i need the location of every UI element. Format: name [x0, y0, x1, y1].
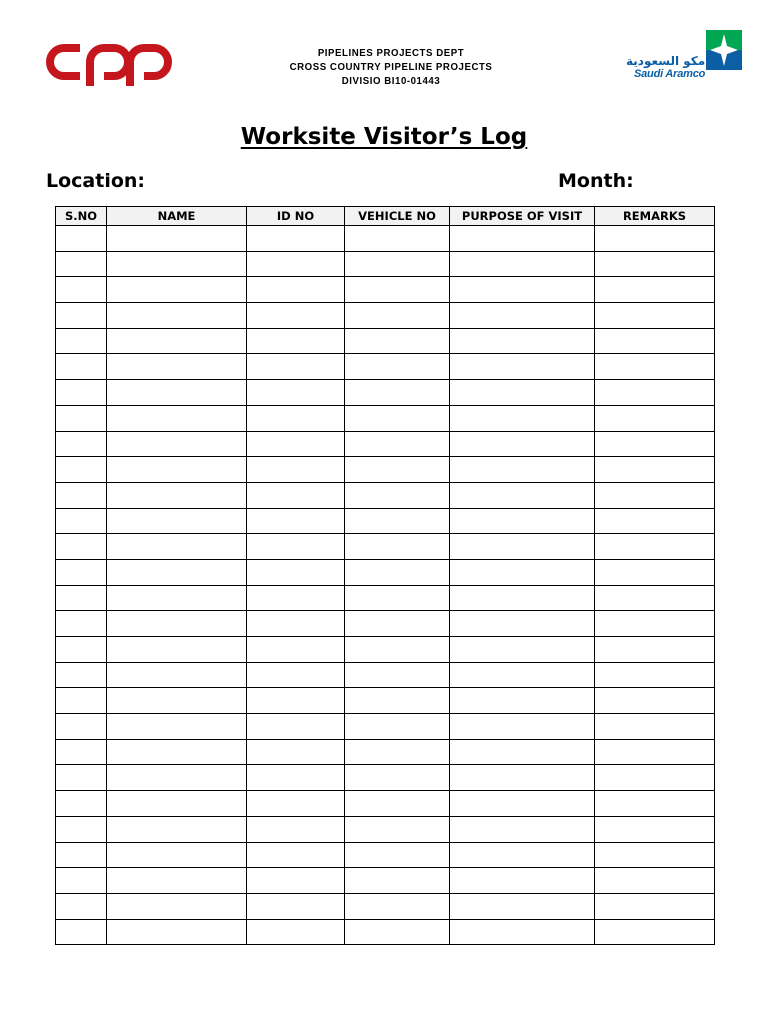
cell-vehicle-no[interactable] [345, 354, 450, 380]
table-row [56, 251, 715, 277]
cell-name[interactable] [107, 354, 247, 380]
table-header-row [56, 207, 715, 226]
cell-purpose[interactable] [450, 919, 595, 945]
cell-purpose[interactable] [450, 791, 595, 817]
column-header-name: NAME [107, 207, 247, 226]
cell-purpose[interactable] [450, 611, 595, 637]
department-header [252, 46, 530, 88]
cell-remarks[interactable] [595, 559, 715, 585]
cell-vehicle-no[interactable] [345, 585, 450, 611]
cell-id-no[interactable] [247, 380, 345, 406]
cell-vehicle-no[interactable] [345, 688, 450, 714]
cell-vehicle-no[interactable] [345, 559, 450, 585]
cell-sno[interactable] [56, 765, 107, 791]
cell-name[interactable] [107, 739, 247, 765]
cell-id-no[interactable] [247, 919, 345, 945]
cell-sno[interactable] [56, 405, 107, 431]
cell-remarks[interactable] [595, 380, 715, 406]
cell-vehicle-no[interactable] [345, 893, 450, 919]
column-header-sno: S.NO [56, 207, 107, 226]
cell-vehicle-no[interactable] [345, 277, 450, 303]
cell-vehicle-no[interactable] [345, 328, 450, 354]
table-row [56, 714, 715, 740]
cell-purpose[interactable] [450, 585, 595, 611]
cell-vehicle-no[interactable] [345, 919, 450, 945]
cell-purpose[interactable] [450, 508, 595, 534]
table-row [56, 508, 715, 534]
table-row [56, 637, 715, 663]
cell-id-no[interactable] [247, 508, 345, 534]
table-row [56, 354, 715, 380]
cell-vehicle-no[interactable] [345, 714, 450, 740]
cell-remarks[interactable] [595, 714, 715, 740]
cell-sno[interactable] [56, 277, 107, 303]
cell-vehicle-no[interactable] [345, 303, 450, 329]
cell-remarks[interactable] [595, 919, 715, 945]
cell-purpose[interactable] [450, 405, 595, 431]
cell-id-no[interactable] [247, 791, 345, 817]
cell-remarks[interactable] [595, 226, 715, 252]
column-header-id-no: ID NO [247, 207, 345, 226]
table-row [56, 919, 715, 945]
cell-remarks[interactable] [595, 354, 715, 380]
cell-vehicle-no[interactable] [345, 534, 450, 560]
cell-vehicle-no[interactable] [345, 226, 450, 252]
aramco-arabic-text: ارامكو السعودية [626, 54, 721, 68]
table-row [56, 585, 715, 611]
table-row [56, 431, 715, 457]
cell-name[interactable] [107, 226, 247, 252]
cell-remarks[interactable] [595, 637, 715, 663]
cell-remarks[interactable] [595, 534, 715, 560]
cell-remarks[interactable] [595, 251, 715, 277]
cell-name[interactable] [107, 328, 247, 354]
table-row [56, 662, 715, 688]
cell-name[interactable] [107, 611, 247, 637]
cell-purpose[interactable] [450, 893, 595, 919]
cell-sno[interactable] [56, 739, 107, 765]
table-row [56, 893, 715, 919]
cell-name[interactable] [107, 559, 247, 585]
cell-id-no[interactable] [247, 482, 345, 508]
cell-remarks[interactable] [595, 431, 715, 457]
cell-id-no[interactable] [247, 739, 345, 765]
table-row [56, 328, 715, 354]
column-header-purpose: PURPOSE OF VISIT [450, 207, 595, 226]
cell-sno[interactable] [56, 842, 107, 868]
month-label: Month: [558, 170, 634, 192]
cell-sno[interactable] [56, 688, 107, 714]
cell-vehicle-no[interactable] [345, 816, 450, 842]
cell-purpose[interactable] [450, 354, 595, 380]
cell-purpose[interactable] [450, 328, 595, 354]
column-header-vehicle-no: VEHICLE NO [345, 207, 450, 226]
cell-id-no[interactable] [247, 534, 345, 560]
cell-purpose[interactable] [450, 688, 595, 714]
cell-remarks[interactable] [595, 816, 715, 842]
cell-vehicle-no[interactable] [345, 508, 450, 534]
cell-name[interactable] [107, 765, 247, 791]
cell-id-no[interactable] [247, 688, 345, 714]
cell-name[interactable] [107, 380, 247, 406]
cell-remarks[interactable] [595, 277, 715, 303]
cell-vehicle-no[interactable] [345, 765, 450, 791]
cell-remarks[interactable] [595, 303, 715, 329]
cell-id-no[interactable] [247, 611, 345, 637]
table-row [56, 842, 715, 868]
cell-id-no[interactable] [247, 637, 345, 663]
cell-remarks[interactable] [595, 893, 715, 919]
cell-sno[interactable] [56, 893, 107, 919]
cell-name[interactable] [107, 431, 247, 457]
cell-remarks[interactable] [595, 405, 715, 431]
cell-sno[interactable] [56, 508, 107, 534]
saudi-aramco-logo [622, 30, 742, 86]
cell-sno[interactable] [56, 662, 107, 688]
cell-vehicle-no[interactable] [345, 405, 450, 431]
cell-remarks[interactable] [595, 868, 715, 894]
cell-remarks[interactable] [595, 791, 715, 817]
cell-sno[interactable] [56, 791, 107, 817]
cell-name[interactable] [107, 508, 247, 534]
cell-id-no[interactable] [247, 405, 345, 431]
table-row [56, 303, 715, 329]
cell-name[interactable] [107, 405, 247, 431]
table-row [56, 380, 715, 406]
cell-vehicle-no[interactable] [345, 482, 450, 508]
cell-sno[interactable] [56, 919, 107, 945]
cell-sno[interactable] [56, 431, 107, 457]
cell-remarks[interactable] [595, 328, 715, 354]
cell-purpose[interactable] [450, 765, 595, 791]
cell-remarks[interactable] [595, 482, 715, 508]
cell-sno[interactable] [56, 611, 107, 637]
cell-id-no[interactable] [247, 816, 345, 842]
table-row [56, 765, 715, 791]
column-header-remarks: REMARKS [595, 207, 715, 226]
table-row [56, 482, 715, 508]
cell-id-no[interactable] [247, 303, 345, 329]
cell-sno[interactable] [56, 482, 107, 508]
cell-sno[interactable] [56, 328, 107, 354]
cell-id-no[interactable] [247, 251, 345, 277]
table-body [56, 226, 715, 945]
cell-vehicle-no[interactable] [345, 611, 450, 637]
cell-name[interactable] [107, 662, 247, 688]
table-row [56, 405, 715, 431]
cell-vehicle-no[interactable] [345, 739, 450, 765]
cell-purpose[interactable] [450, 714, 595, 740]
cell-vehicle-no[interactable] [345, 457, 450, 483]
table-row [56, 559, 715, 585]
cell-purpose[interactable] [450, 251, 595, 277]
cell-vehicle-no[interactable] [345, 251, 450, 277]
cell-sno[interactable] [56, 303, 107, 329]
cell-name[interactable] [107, 791, 247, 817]
cell-name[interactable] [107, 303, 247, 329]
cell-purpose[interactable] [450, 816, 595, 842]
cell-name[interactable] [107, 251, 247, 277]
cell-id-no[interactable] [247, 714, 345, 740]
cpp-logo-mark [42, 38, 172, 88]
cell-id-no[interactable] [247, 559, 345, 585]
cell-purpose[interactable] [450, 868, 595, 894]
cell-name[interactable] [107, 868, 247, 894]
cell-id-no[interactable] [247, 842, 345, 868]
cell-purpose[interactable] [450, 303, 595, 329]
cell-id-no[interactable] [247, 457, 345, 483]
cell-sno[interactable] [56, 226, 107, 252]
cell-id-no[interactable] [247, 765, 345, 791]
cell-remarks[interactable] [595, 739, 715, 765]
cell-name[interactable] [107, 842, 247, 868]
table-row [56, 816, 715, 842]
table-row [56, 791, 715, 817]
cell-name[interactable] [107, 893, 247, 919]
cell-purpose[interactable] [450, 662, 595, 688]
cell-vehicle-no[interactable] [345, 431, 450, 457]
cell-sno[interactable] [56, 380, 107, 406]
cell-name[interactable] [107, 482, 247, 508]
cell-id-no[interactable] [247, 662, 345, 688]
cell-name[interactable] [107, 919, 247, 945]
cell-id-no[interactable] [247, 277, 345, 303]
cell-remarks[interactable] [595, 765, 715, 791]
cell-id-no[interactable] [247, 354, 345, 380]
cell-id-no[interactable] [247, 431, 345, 457]
header-line-1: PIPELINES PROJECTS DEPT [317, 47, 465, 59]
cell-remarks[interactable] [595, 457, 715, 483]
cell-purpose[interactable] [450, 559, 595, 585]
cell-sno[interactable] [56, 868, 107, 894]
cell-remarks[interactable] [595, 585, 715, 611]
cell-sno[interactable] [56, 251, 107, 277]
cell-name[interactable] [107, 637, 247, 663]
cell-vehicle-no[interactable] [345, 842, 450, 868]
aramco-english-text: Saudi Aramco [634, 68, 706, 80]
cell-remarks[interactable] [595, 662, 715, 688]
cell-remarks[interactable] [595, 508, 715, 534]
cell-id-no[interactable] [247, 585, 345, 611]
cell-purpose[interactable] [450, 739, 595, 765]
cell-name[interactable] [107, 457, 247, 483]
cell-sno[interactable] [56, 534, 107, 560]
cell-sno[interactable] [56, 637, 107, 663]
table-row [56, 226, 715, 252]
cell-name[interactable] [107, 688, 247, 714]
cell-id-no[interactable] [247, 868, 345, 894]
cell-purpose[interactable] [450, 457, 595, 483]
cell-vehicle-no[interactable] [345, 868, 450, 894]
cell-name[interactable] [107, 816, 247, 842]
cell-sno[interactable] [56, 457, 107, 483]
table-row [56, 277, 715, 303]
cell-sno[interactable] [56, 585, 107, 611]
cell-id-no[interactable] [247, 328, 345, 354]
cell-vehicle-no[interactable] [345, 662, 450, 688]
cell-purpose[interactable] [450, 226, 595, 252]
visitor-log-table [55, 206, 715, 945]
cell-purpose[interactable] [450, 380, 595, 406]
cell-purpose[interactable] [450, 637, 595, 663]
cell-id-no[interactable] [247, 226, 345, 252]
cell-remarks[interactable] [595, 688, 715, 714]
cpp-logo [42, 38, 172, 88]
cell-purpose[interactable] [450, 482, 595, 508]
cell-sno[interactable] [56, 816, 107, 842]
header-line-3: DIVISIO BI10-01443 [341, 75, 441, 87]
table-row [56, 868, 715, 894]
cell-purpose[interactable] [450, 431, 595, 457]
cell-sno[interactable] [56, 559, 107, 585]
cell-name[interactable] [107, 534, 247, 560]
cell-name[interactable] [107, 277, 247, 303]
table-row [56, 688, 715, 714]
cell-vehicle-no[interactable] [345, 791, 450, 817]
header-line-2: CROSS COUNTRY PIPELINE PROJECTS [289, 61, 493, 73]
cell-purpose[interactable] [450, 842, 595, 868]
location-label: Location: [46, 170, 146, 192]
table-row [56, 611, 715, 637]
table-row [56, 534, 715, 560]
cell-remarks[interactable] [595, 842, 715, 868]
table-row [56, 739, 715, 765]
cell-id-no[interactable] [247, 893, 345, 919]
form-title: Worksite Visitor’s Log [240, 124, 528, 150]
cell-name[interactable] [107, 714, 247, 740]
cell-purpose[interactable] [450, 277, 595, 303]
table-row [56, 457, 715, 483]
cell-vehicle-no[interactable] [345, 380, 450, 406]
cell-vehicle-no[interactable] [345, 637, 450, 663]
cell-remarks[interactable] [595, 611, 715, 637]
cell-name[interactable] [107, 585, 247, 611]
cell-sno[interactable] [56, 354, 107, 380]
cell-sno[interactable] [56, 714, 107, 740]
cell-purpose[interactable] [450, 534, 595, 560]
